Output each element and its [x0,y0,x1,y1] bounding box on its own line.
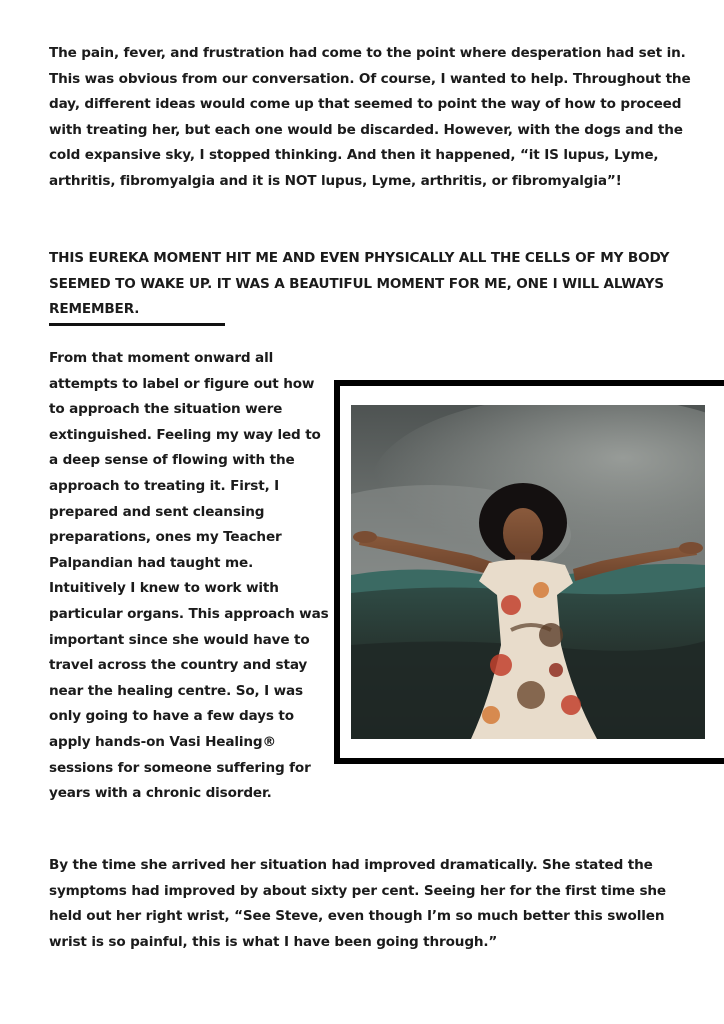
closing-paragraph: By the time she arrived her situation had improved dramatically. She stated the symptoms had improved by about sixty per cent. Seeing her for the first time she held out her right wrist, “See Steve, even though I’m so much better this swollen wrist is so painful, this is what I have been going through.” [49,857,666,950]
eureka-heading: THIS EUREKA MOMENT HIT ME AND EVEN PHYSICALLY ALL THE CELLS OF MY BODY SEEMED TO WAKE UP. IT WAS A BEAUTIFUL MOMENT FOR ME, ONE I WILL ALWAYS REMEMBER. [49,250,670,318]
heading-underline [49,323,225,326]
intro-paragraph: The pain, fever, and frustration had come to the point where desperation had set in. This was obvious from our conversation. Of course, I wanted to help. Throughout the day, different ideas would come up that seemed to point the way of how to proceed with treating her, but each one would be discarded. However, with the dogs and the cold expansive sky, I stopped thinking. And then it happened, “it IS lupus, Lyme, arthritis, fibromyalgia and it is NOT lupus, Lyme, arthritis, or fibromyalgia”! [49,45,691,189]
body-paragraph: From that moment onward all attempts to label or figure out how to approach the situation were extinguished. Feeling my way led to a deep sense of flowing with the approach to treating it. First, I prepared and sent cleansing preparations, ones my Teacher Palpandian had taught me. Intuitively I knew to work with particular organs. This approach was important since she would have to travel across the country and stay near the healing centre. So, I was only going to have a few days to apply hands-on Vasi Healing® sessions for someone suffering for years with a chronic disorder. [49,350,329,802]
woman-outstretched-arms-photo [351,405,705,739]
